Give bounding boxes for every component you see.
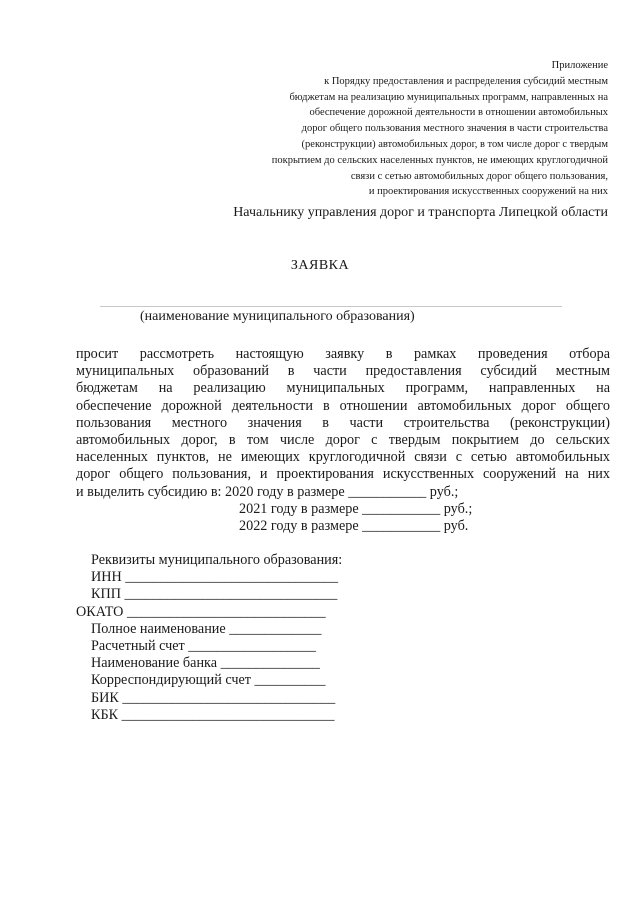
subsidy-2022-line: 2022 году в размере ___________ руб. (239, 518, 469, 534)
appendix-line: покрытием до сельских населенных пунктов, не имеющих круглогодичной (271, 154, 608, 166)
body-line: муниципальных образований в части предоставления субсидий местным (76, 363, 610, 380)
body-line: бюджетам на реализацию муниципальных программ, направленных на (76, 380, 610, 397)
municipality-name-caption: (наименование муниципального образования) (140, 309, 415, 324)
appendix-line: бюджетам на реализацию муниципальных программ, направленных на (289, 91, 608, 103)
bank-name-field: Наименование банка ______________ (91, 655, 320, 672)
request-body (76, 346, 610, 501)
appendix-line: обеспечение дорожной деятельности в отношении автомобильных (309, 107, 608, 119)
account-field: Расчетный счет __________________ (91, 638, 316, 655)
body-line: дорог общего пользования, и проектирования искусственных сооружений на них (76, 466, 610, 483)
appendix-line: связи с сетью автомобильных дорог общего пользования, (350, 170, 608, 182)
body-line: пользования местного значения в части строительства (реконструкции) (76, 414, 610, 431)
okato-field: ОКАТО ____________________________ (76, 603, 326, 620)
subsidy-2020-line: и выделить субсидию в: 2020 году в размере ___________ руб.; (76, 483, 459, 500)
subsidy-2021-line: 2021 году в размере ___________ руб.; (239, 501, 473, 517)
full-name-field: Полное наименование _____________ (91, 620, 322, 637)
body-line: населенных пунктов, не имеющих круглогодичной связи с сетью автомобильных (76, 449, 610, 466)
municipality-name-line (100, 306, 562, 307)
corr-account-field: Корреспондирующий счет __________ (91, 672, 326, 689)
appendix-line: (реконструкции) автомобильных дорог, в том числе дорог с твердым (301, 138, 608, 150)
appendix-line: и проектирования искусственных сооружений на них (368, 186, 608, 198)
body-line: автомобильных дорог, в том числе дорог с твердым покрытием до сельских (76, 432, 610, 449)
body-line: просит рассмотреть настоящую заявку в рамках проведения отбора (76, 346, 610, 362)
kbk-field: КБК ______________________________ (91, 706, 335, 723)
addressee: Начальнику управления дорог и транспорта Липецкой области (233, 205, 608, 220)
appendix-line: Приложение (551, 60, 608, 71)
kpp-field: КПП ______________________________ (91, 586, 338, 603)
appendix-block (168, 58, 608, 200)
bik-field: БИК ______________________________ (91, 689, 336, 706)
requisites-block (76, 552, 342, 724)
document-title: ЗАЯВКА (290, 258, 350, 273)
appendix-line: к Порядку предоставления и распределения субсидий местным (324, 75, 608, 87)
inn-field: ИНН ______________________________ (91, 569, 339, 586)
appendix-line: дорог общего пользования местного значения в части строительства (301, 123, 608, 135)
requisites-heading: Реквизиты муниципального образования: (91, 552, 343, 568)
body-line: обеспечение дорожной деятельности в отношении автомобильных дорог общего (76, 397, 610, 414)
